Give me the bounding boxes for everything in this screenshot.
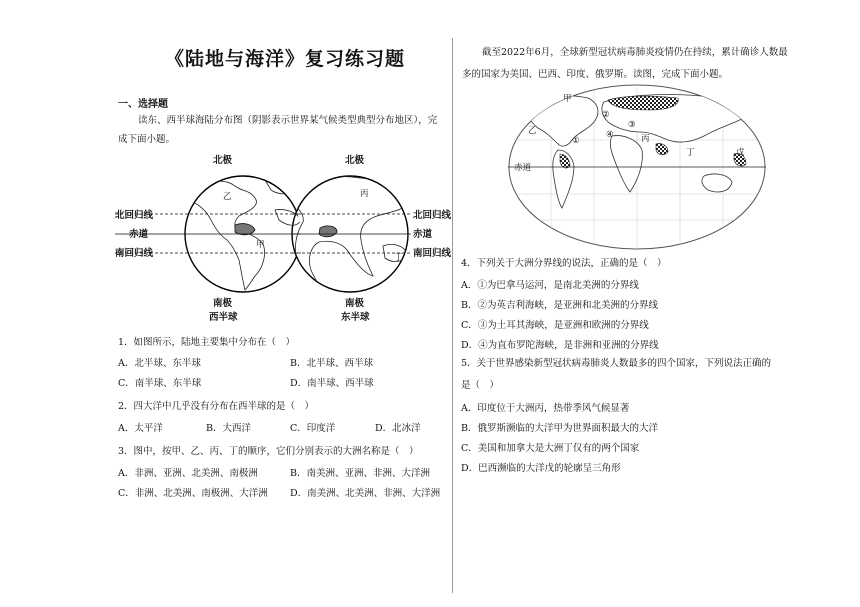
north-pole-right-label: 北极 [345, 155, 365, 166]
question-2-option-b: B．大西洋 [206, 423, 251, 434]
question-1-option-c: C．南半球、东半球 [118, 378, 202, 389]
intro-text: 读东、西半球海陆分布图（阴影表示世界某气候类型典型分布地区），完成下面小题。 [118, 115, 438, 145]
world-map-label-ding: 丁 [686, 148, 695, 158]
question-2-option-a: A．太平洋 [118, 423, 163, 434]
question-3-option-d: D．南美洲、北美洲、非洲、大洋洲 [290, 488, 441, 499]
question-1-option-d: D．南半球、西半球 [290, 378, 374, 389]
continent-ding-label: 丁 [394, 253, 403, 263]
question-4-stem: 4．下列关于大洲分界线的说法，正确的是（ ） [461, 258, 667, 269]
tropic-capricorn-left-label: 南回归线 [115, 248, 154, 259]
tropic-capricorn-right-label: 南回归线 [413, 248, 452, 259]
world-map-label-jia: 甲 [563, 94, 572, 104]
tropic-cancer-left-label: 北回归线 [115, 210, 154, 221]
continent-jia-label: 甲 [256, 240, 265, 250]
question-4-option-b: B．②为英吉利海峡，是亚洲和北美洲的分界线 [461, 300, 658, 311]
question-2-option-d: D．北冰洋 [375, 423, 421, 434]
question-5-option-b: B．俄罗斯濒临的大洋甲为世界面积最大的大洋 [461, 423, 658, 434]
question-1-option-b: B．北半球、西半球 [290, 358, 373, 369]
continent-bing-label: 丙 [360, 189, 369, 199]
question-3-stem: 3．图中，按甲、乙、丙、丁的顺序，它们分别表示的大洲名称是（ ） [118, 446, 419, 457]
world-map-marker-1: ① [572, 136, 580, 146]
hemisphere-map [115, 150, 455, 325]
question-2-option-c: C．印度洋 [290, 423, 336, 434]
world-map-marker-3: ③ [628, 120, 636, 130]
hemisphere-map-graphic [115, 150, 455, 325]
world-map-label-yi: 乙 [528, 126, 537, 136]
section-heading: 一、选择题 [118, 99, 168, 110]
question-3-option-c: C．非洲、北美洲、南极洲、大洋洲 [118, 488, 268, 499]
page-title: 《陆地与海洋》复习练习题 [165, 48, 406, 70]
equator-right-label: 赤道 [413, 229, 433, 240]
equator-left-label: 赤道 [129, 229, 149, 240]
question-1-stem: 1．如图所示，陆地主要集中分布在（ ） [118, 337, 296, 348]
right-intro-text: 截至2022年6月，全球新型冠状病毒肺炎疫情仍在持续，累计确诊人数最多的国家为美国、巴西、印度、俄罗斯。读图，完成下面小题。 [462, 47, 788, 80]
tropic-cancer-right-label: 北回归线 [413, 210, 452, 221]
question-4-option-d: D．④为直布罗陀海峡，是非洲和亚洲的分界线 [461, 340, 659, 351]
question-5-option-a: A．印度位于大洲丙，热带季风气候显著 [461, 403, 630, 414]
world-map-marker-4: ④ [606, 130, 614, 140]
world-map-marker-2: ② [602, 110, 610, 120]
question-5-stem-line-2: 是（ ） [461, 380, 500, 391]
world-map-graphic [508, 84, 766, 250]
west-hemisphere-label: 西半球 [209, 312, 238, 323]
world-map [508, 84, 766, 250]
north-pole-left-label: 北极 [213, 155, 233, 166]
question-1-option-a: A．北半球、东半球 [118, 358, 201, 369]
question-3-option-b: B．南美洲、亚洲、非洲、大洋洲 [290, 468, 430, 479]
world-map-label-wu: 戊 [736, 148, 745, 158]
question-3-option-a: A．非洲、亚洲、北美洲、南极洲 [118, 468, 258, 479]
question-4-option-c: C．③为土耳其海峡，是亚洲和欧洲的分界线 [461, 320, 649, 331]
question-5-option-d: D．巴西濒临的大洋戊的轮廓呈三角形 [461, 463, 621, 474]
question-2-stem: 2．四大洋中几乎没有分布在西半球的是（ ） [118, 401, 315, 412]
question-5-stem-line-1: 5．关于世界感染新型冠状病毒肺炎人数最多的四个国家，下列说法正确的 [461, 358, 772, 369]
world-map-equator-label: 赤道 [514, 163, 532, 173]
east-hemisphere-label: 东半球 [341, 312, 370, 323]
world-map-label-bing: 丙 [641, 134, 650, 144]
south-pole-left-label: 南极 [213, 298, 233, 309]
south-pole-right-label: 南极 [345, 298, 365, 309]
question-5-option-c: C．美国和加拿大是大洲丁仅有的两个国家 [461, 443, 640, 454]
continent-yi-label: 乙 [223, 192, 232, 202]
question-4-option-a: A．①为巴拿马运河，是南北美洲的分界线 [461, 280, 639, 291]
